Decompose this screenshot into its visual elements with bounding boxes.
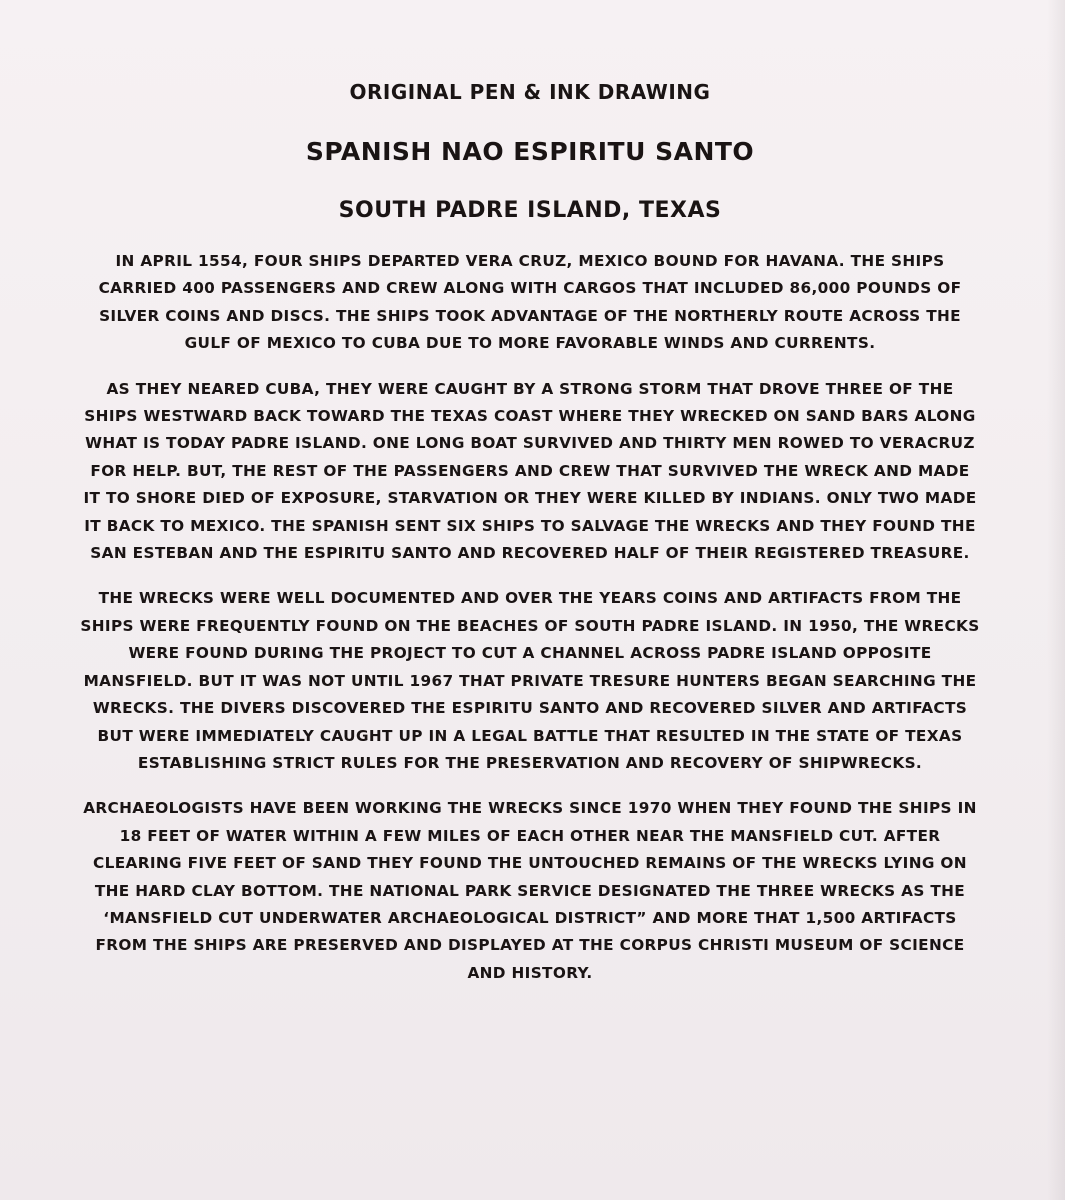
- document-body: [80, 78, 980, 1005]
- sheet-edge-shadow: [1047, 0, 1065, 1200]
- document-title: SPANISH NAO ESPIRITU SANTO: [305, 137, 755, 166]
- paragraph-departure: IN APRIL 1554, FOUR SHIPS DEPARTED VERA CRUZ, MEXICO BOUND FOR HAVANA. THE SHIPS CARRIED 400 PASSENGERS AND CREW ALONG WITH CARGOS THAT INCLUDED 86,000 POUNDS OF SILVER COINS AND DISCS. THE SHIPS TOOK ADVANTAGE OF THE NORTHERLY ROUTE ACROSS THE GULF OF MEXICO TO CUBA DUE TO MORE FAVORABLE WINDS AND CURRENTS.: [98, 252, 962, 353]
- paragraph-archaeology: ARCHAEOLOGISTS HAVE BEEN WORKING THE WRECKS SINCE 1970 WHEN THEY FOUND THE SHIPS IN 18 FEET OF WATER WITHIN A FEW MILES OF EACH OTHER NEAR THE MANSFIELD CUT. AFTER CLEARING FIVE FEET OF SAND THEY FOUND THE UNTOUCHED REMAINS OF THE WRECKS LYING ON THE HARD CLAY BOTTOM. THE NATIONAL PARK SERVICE DESIGNATED THE THREE WRECKS AS THE ‘MANSFIELD CUT UNDERWATER ARCHAEOLOGICAL DISTRICT” AND MORE THAT 1,500 ARTIFACTS FROM THE SHIPS ARE PRESERVED AND DISPLAYED AT THE CORPUS CHRISTI MUSEUM OF SCIENCE AND HISTORY.: [83, 799, 977, 982]
- drawing-label: ORIGINAL PEN & INK DRAWING: [349, 80, 711, 104]
- paragraph-discovery: THE WRECKS WERE WELL DOCUMENTED AND OVER THE YEARS COINS AND ARTIFACTS FROM THE SHIPS WERE FREQUENTLY FOUND ON THE BEACHES OF SOUTH PADRE ISLAND. IN 1950, THE WRECKS WERE FOUND DURING THE PROJECT TO CUT A CHANNEL ACROSS PADRE ISLAND OPPOSITE MANSFIELD. BUT IT WAS NOT UNTIL 1967 THAT PRIVATE TRESURE HUNTERS BEGAN SEARCHING THE WRECKS. THE DIVERS DISCOVERED THE ESPIRITU SANTO AND RECOVERED SILVER AND ARTIFACTS BUT WERE IMMEDIATELY CAUGHT UP IN A LEGAL BATTLE THAT RESULTED IN THE STATE OF TEXAS ESTABLISHING STRICT RULES FOR THE PRESERVATION AND RECOVERY OF SHIPWRECKS.: [80, 589, 980, 772]
- paragraph-storm: AS THEY NEARED CUBA, THEY WERE CAUGHT BY A STRONG STORM THAT DROVE THREE OF THE SHIPS WESTWARD BACK TOWARD THE TEXAS COAST WHERE THEY WRECKED ON SAND BARS ALONG WHAT IS TODAY PADRE ISLAND. ONE LONG BOAT SURVIVED AND THIRTY MEN ROWED TO VERACRUZ FOR HELP. BUT, THE REST OF THE PASSENGERS AND CREW THAT SURVIVED THE WRECK AND MADE IT TO SHORE DIED OF EXPOSURE, STARVATION OR THEY WERE KILLED BY INDIANS. ONLY TWO MADE IT BACK TO MEXICO. THE SPANISH SENT SIX SHIPS TO SALVAGE THE WRECKS AND THEY FOUND THE SAN ESTEBAN AND THE ESPIRITU SANTO AND RECOVERED HALF OF THEIR REGISTERED TREASURE.: [83, 379, 977, 563]
- location-subtitle: SOUTH PADRE ISLAND, TEXAS: [338, 198, 722, 223]
